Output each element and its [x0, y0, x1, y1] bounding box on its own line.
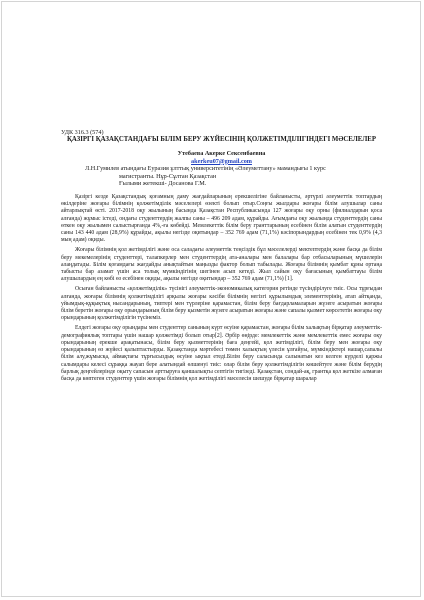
author-affiliation: Л.Н.Гумилев атындағы Еуразия ұлттық университетінің «Әлеуметтану» мамандығы 1 курс	[85, 165, 326, 173]
document-page	[61, 129, 382, 386]
author-affiliation-location: магистранты. Нұр-Сұлтан Қазақстан	[119, 172, 217, 180]
udc-code: УДК 316.3 (574)	[61, 129, 104, 136]
author-email-link[interactable]: akerkeu07@gmail.com	[191, 157, 252, 165]
article-title: ҚАЗІРГІ ҚАЗАҚСТАНДАҒЫ БІЛІМ БЕРУ ЖҮЙЕСІНІҢ ҚОЛЖЕТІМДІЛІГІНДЕГІ МӘСЕЛЕЛЕР	[67, 136, 376, 143]
body-paragraph: Елдегі жоғары оқу орындары мен студенттер санының күрт өсуіне қарамастан, жоғары білім халықтың бірқатар әлеуметтік-демографиялық топтары үшін нашар қолжетімді болып отыр[2]. Әрбір өңірде: мемлекеттік және мемлекеттік емес жоғары оқу орындарының ерекше арақатынасы, білім беру қызметтерінің баға деңгейі, қол жетімділігі, білім беру мен жоғары оқу орындарының өз жүйесі қалыптастырды. Қазақстанда мәртебесі төмен халықтың үлесін ұлғайуы, мүмкіндіктері нашар,сапалы білім алу,жұмысқа, аймақтағы тұрғысыздық өсуіне ықпал етеді.Білім беру саласында салынатын кез келген күрделі қаржы салымдары келесі сұраққа жауап бере алатындай өлшенуі тиіс: олар білім беру қолжетімділігін көшейтуге және білім берудің барлық деңгейлерінде оқыту сапасын арттыруға қаншалықты септігін тигізеді. Қазақстан, сондай-ақ, грантқа қол жеткізе алмаған басқа да көптеген студенттер үшін жоғары білімнің қол жетімділігі мәселесін шешуде бірқатар шаралар	[61, 325, 382, 383]
article-body	[61, 194, 382, 383]
author-name: Утебаева Акерке Сексенбаевна	[177, 150, 266, 157]
body-paragraph: Жоғары білімнің қол жетімділігі және оса саладағы әлеуметтік теңсіздік бұл мәселелерді мектептердің және басқа да білім беру мекемелерінің студенттері, талапкерлер мен студенттердің ата-аналары мен балалары бар отбасыларының мүшелерін алаңдатады. Білім қоғамдағы жағдайды анықтайтын маңызды фактор болып табылады. Жоғары білімнің қымбат құны ортаңа табысты бар азамат үшін аса толық мүмкіндігінің шегінен асып кетеді. Жыл сайын оқу бағасының қымбаттауы білім алушылардың ең көбі өз есебінен оқиды, ақылы негізде оқитындар – 352 769 адам (71,1%) [1].	[61, 247, 382, 283]
body-paragraph: Қазіргі кезде Қазақстандық қоғамның даму жағдайларының ерекшелігіне байланысты, әртүрлі әлеуметтік топтардың өкілдеріне жоғары білімнің қолжетімділік мәселелері өзекті болып отыр.Соңғы жылдары жоғары білім алушылар саны айтарлықтай өсті. 2017-2018 оқу жылының басында Қазақстан Республикасында 127 жоғары оқу орны (филиалдарын қоса алғанда) жұмыс істеді, ондағы студенттердің жалпы саны – 496 209 адам, құрайды. Ағымдағы оқу жылында студенттердің саны өткен оқу жылымен салыстырғанда 4%,-ға көбейді. Мемлекеттік білім беру гранттарының есебінен білім алатын студенттердің саны 143 440 адам (28,9%) құрайды, ақылы негізде оқитындар – 352 769 адам (71,1%) кәсіпорындардың есебінен тек 0,9% (4,3 мың адам) оқиды.	[61, 193, 382, 244]
body-paragraph: Осыған байланысты «қолжетімділік» түсінігі әлеуметтік-экономикалық категория ретінде түсіндірілуге тиіс. Осы тұрғыдан алғанда, жоғары білімнің қолжетімділігі арқылы жоғары кәсіби білімнің негізгі құрылымдық элементтерінің, атап айтқанда, уйымдық-құқықтық нысандарының, типтері мен түрлеріне қарамастан, білім беру бағдарламаларын жүзеге асыратын жоғары білім беретін жоғары оқу орындарының білім беру қызметін жүзеге асыратын жоғары және сапалы қызмет көрсететін жоғары оқу орындарының қолжетімділігін түсінеміз.	[61, 286, 382, 322]
scientific-advisor: Ғылыми жетекші- Досанова Г.М.	[119, 180, 207, 188]
author-block	[61, 150, 382, 188]
